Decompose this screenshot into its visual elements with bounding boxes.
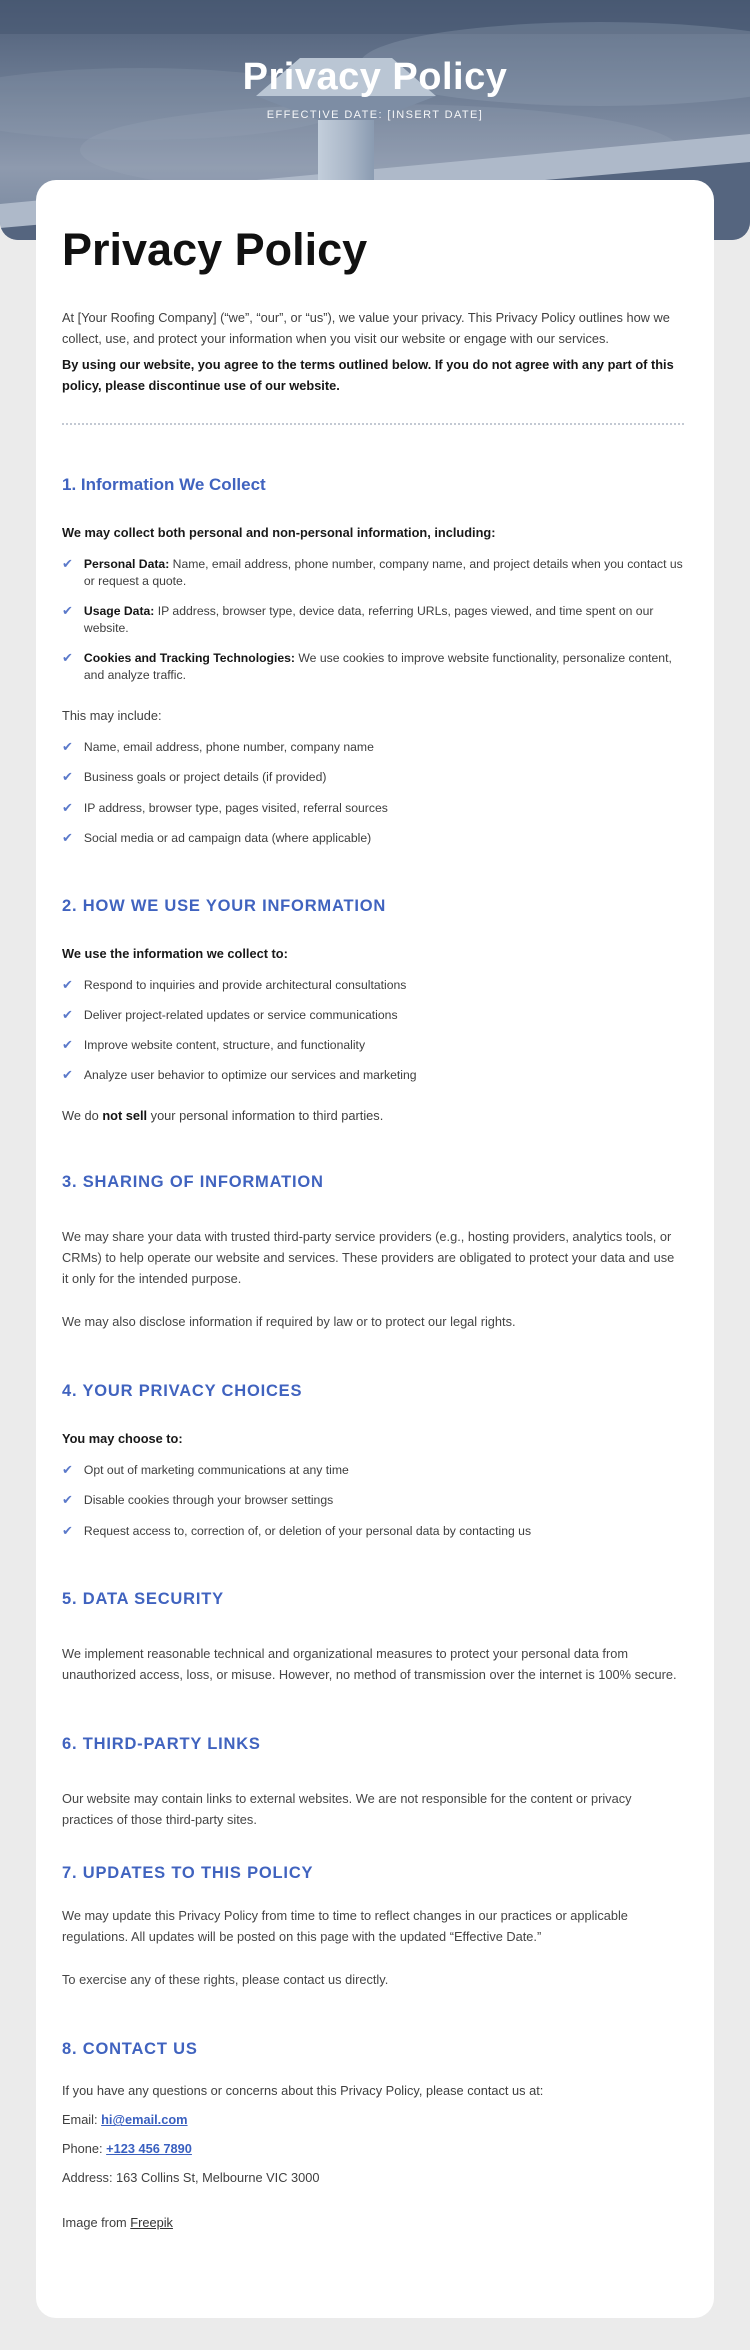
check-icon: ✔ [62, 555, 73, 571]
section-3-heading: 3. SHARING OF INFORMATION [62, 1172, 324, 1191]
list-item-text: Improve website content, structure, and functionality [83, 1037, 366, 1052]
list-item-text: IP address, browser type, pages visited, referral sources [83, 800, 388, 815]
list-item [62, 650, 684, 684]
check-icon: ✔ [62, 1492, 73, 1508]
list-item-text: Usage Data: IP address, browser type, device data, referring URLs, pages viewed, and time spent on our website. [83, 604, 654, 636]
check-icon: ✔ [62, 1036, 73, 1052]
list-item [62, 603, 684, 637]
hero-effective-date: EFFECTIVE DATE: [INSERT DATE] [266, 109, 484, 121]
intro-paragraph: At [Your Roofing Company] (“we”, “our”, or “us”), we value your privacy. This Privacy Policy outlines how we collect, use, and protect your information when you visit our website or engage with our services. [62, 310, 670, 346]
no-sell-statement: We do not sell your personal information to third parties. [62, 1107, 384, 1123]
list-item [62, 1007, 684, 1024]
section-data-security [62, 1590, 684, 1685]
check-icon: ✔ [62, 1462, 73, 1478]
list-item-text: Deliver project-related updates or service communications [83, 1007, 398, 1022]
data-types-list [62, 556, 684, 684]
list-item [62, 556, 684, 590]
section-2-lead: We use the information we collect to: [62, 945, 288, 961]
section-1-lead: We may collect both personal and non-personal information, including: [62, 524, 496, 540]
list-item [62, 1523, 684, 1540]
section-4-lead: You may choose to: [62, 1431, 183, 1447]
list-item [62, 1492, 684, 1509]
section-7-paragraph: To exercise any of these rights, please contact us directly. [62, 1972, 389, 1988]
check-icon: ✔ [62, 1066, 73, 1082]
section-contact-us [62, 2040, 684, 2230]
section-4-heading: 4. YOUR PRIVACY CHOICES [62, 1382, 303, 1401]
list-item-text: Social media or ad campaign data (where applicable) [83, 830, 372, 845]
check-icon: ✔ [62, 769, 73, 785]
list-item-text: Personal Data: Name, email address, phone number, company name, and project details when you contact us or request a quote. [83, 556, 683, 588]
list-item-text: Analyze user behavior to optimize our services and marketing [83, 1067, 417, 1082]
phone-link[interactable]: +123 456 7890 [106, 2141, 192, 2157]
section-7-paragraph: We may update this Privacy Policy from time to time to reflect changes in our practices or applicable regulations. All updates will be posted on this page with the updated “Effective Date.” [62, 1908, 628, 1945]
section-6-paragraph: Our website may contain links to external websites. We are not responsible for the content or privacy practices of those third-party sites. [62, 1790, 632, 1827]
hero-text-block [0, 56, 750, 121]
section-1-sublead: This may include: [62, 708, 162, 724]
check-icon: ✔ [62, 1522, 73, 1538]
check-icon: ✔ [62, 1006, 73, 1022]
privacy-choices-list [62, 1462, 684, 1539]
list-item [62, 739, 684, 756]
list-item [62, 830, 684, 847]
image-credit: Image from Freepik [62, 2215, 173, 2231]
page-title: Privacy Policy [62, 224, 368, 275]
section-information-we-collect [62, 475, 684, 847]
section-how-we-use-information [62, 897, 684, 1123]
check-icon: ✔ [62, 739, 73, 755]
list-item-text: Opt out of marketing communications at any time [83, 1463, 349, 1478]
list-item [62, 1037, 684, 1054]
list-item-text: Request access to, correction of, or deletion of your personal data by contacting us [83, 1523, 532, 1538]
contact-email-line: Email: hi@email.com [62, 2112, 188, 2128]
section-2-heading: 2. HOW WE USE YOUR INFORMATION [62, 896, 387, 915]
list-item-text: Disable cookies through your browser settings [83, 1493, 334, 1508]
freepik-link[interactable]: Freepik [130, 2215, 173, 2231]
list-item-text: Name, email address, phone number, company name [83, 740, 374, 755]
dotted-divider [62, 423, 684, 425]
section-6-heading: 6. THIRD-PARTY LINKS [62, 1734, 261, 1753]
agreement-paragraph: By using our website, you agree to the terms outlined below. If you do not agree with any part of this policy, please discontinue use of our website. [62, 357, 674, 394]
email-link[interactable]: hi@email.com [101, 2112, 188, 2128]
section-your-privacy-choices [62, 1382, 684, 1539]
check-icon: ✔ [62, 603, 73, 619]
section-third-party-links [62, 1735, 684, 1830]
section-8-heading: 8. CONTACT US [62, 2040, 198, 2059]
contact-phone-line: Phone: +123 456 7890 [62, 2141, 192, 2157]
check-icon: ✔ [62, 829, 73, 845]
section-5-paragraph: We implement reasonable technical and organizational measures to protect your personal data from unauthorized access, loss, or misuse. However, no method of transmission over the internet is 100% secure. [62, 1645, 677, 1682]
hero-title: Privacy Policy [242, 56, 508, 98]
section-7-heading: 7. UPDATES TO THIS POLICY [62, 1864, 314, 1883]
list-item-text: Business goals or project details (if provided) [83, 770, 327, 785]
section-sharing-of-information [62, 1173, 684, 1332]
section-3-paragraph: We may also disclose information if required by law or to protect our legal rights. [62, 1314, 516, 1330]
policy-card [36, 180, 714, 2318]
list-item-text: Respond to inquiries and provide architectural consultations [83, 977, 407, 992]
check-icon: ✔ [62, 650, 73, 666]
check-icon: ✔ [62, 799, 73, 815]
list-item [62, 1067, 684, 1084]
list-item [62, 800, 684, 817]
list-item [62, 769, 684, 786]
collected-data-list [62, 739, 684, 846]
section-5-heading: 5. DATA SECURITY [62, 1589, 224, 1608]
contact-intro: If you have any questions or concerns about this Privacy Policy, please contact us at: [62, 2083, 544, 2099]
section-updates-to-policy [62, 1864, 684, 1990]
check-icon: ✔ [62, 976, 73, 992]
contact-address-line: Address: 163 Collins St, Melbourne VIC 3000 [62, 2170, 320, 2186]
list-item [62, 977, 684, 994]
section-1-heading: 1. Information We Collect [62, 474, 266, 494]
list-item [62, 1462, 684, 1479]
usage-purposes-list [62, 977, 684, 1084]
section-3-paragraph: We may share your data with trusted third-party service providers (e.g., hosting providers, analytics tools, or CRMs) to help operate our website and services. These providers are obligated to protect your data and use it only for the intended purpose. [62, 1228, 675, 1287]
list-item-text: Cookies and Tracking Technologies: We use cookies to improve website functionality, personalize content, and analyze traffic. [83, 651, 672, 683]
